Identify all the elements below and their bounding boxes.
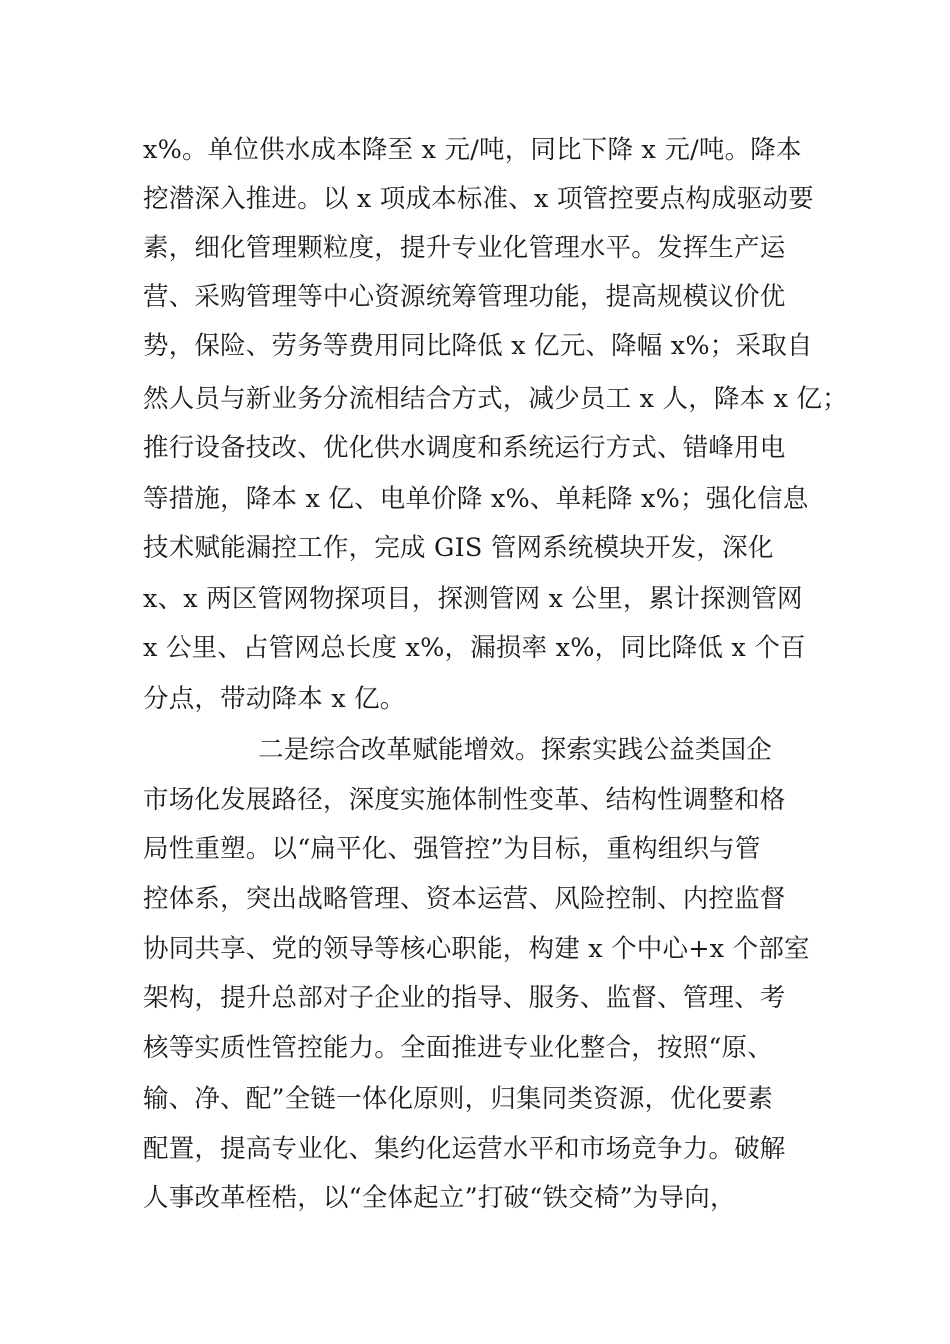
paragraph-1-line-3: 素，细化管理颗粒度，提升专业化管理水平。发挥生产运 bbox=[143, 233, 786, 263]
paragraph-1-line-1: x%。单位供水成本降至 x 元/吨，同比下降 x 元/吨。降本 bbox=[143, 135, 802, 165]
paragraph-1-line-8: 等措施，降本 x 亿、电单价降 x%、单耗降 x%；强化信息 bbox=[143, 484, 809, 514]
paragraph-1-line-11: x 公里、占管网总长度 x%，漏损率 x%，同比降低 x 个百 bbox=[143, 633, 806, 663]
paragraph-1-line-12: 分点，带动降本 x 亿。 bbox=[143, 684, 406, 714]
paragraph-1-line-9: 技术赋能漏控工作，完成 GIS 管网系统模块开发，深化 bbox=[143, 533, 774, 563]
paragraph-2-line-5: 协同共享、党的领导等核心职能，构建 x 个中心+x 个部室 bbox=[143, 934, 810, 964]
paragraph-1-line-7: 推行设备技改、优化供水调度和系统运行方式、错峰用电 bbox=[143, 433, 786, 463]
paragraph-2-line-2: 市场化发展路径，深度实施体制性变革、结构性调整和格 bbox=[143, 785, 786, 815]
paragraph-2-line-7: 核等实质性管控能力。全面推进专业化整合，按照“原、 bbox=[143, 1033, 774, 1063]
paragraph-1-line-6: 然人员与新业务分流相结合方式，减少员工 x 人，降本 x 亿； bbox=[143, 384, 848, 414]
paragraph-2-line-4: 控体系，突出战略管理、资本运营、风险控制、内控监督 bbox=[143, 884, 786, 914]
paragraph-2-line-10: 人事改革桎梏，以“全体起立”打破“铁交椅”为导向， bbox=[143, 1183, 736, 1213]
paragraph-2-line-9: 配置，提高专业化、集约化运营水平和市场竞争力。破解 bbox=[143, 1134, 786, 1164]
paragraph-1-line-10: x、x 两区管网物探项目，探测管网 x 公里，累计探测管网 bbox=[143, 584, 803, 614]
paragraph-2-line-8: 输、净、配”全链一体化原则，归集同类资源，优化要素 bbox=[143, 1084, 774, 1114]
paragraph-1-line-2: 挖潜深入推进。以 x 项成本标准、x 项管控要点构成驱动要 bbox=[143, 184, 814, 214]
paragraph-2-line-1: 二是综合改革赋能增效。探索实践公益类国企 bbox=[258, 735, 773, 765]
paragraph-1-line-5: 势，保险、劳务等费用同比降低 x 亿元、降幅 x%；采取自 bbox=[143, 331, 813, 361]
paragraph-2-line-3: 局性重塑。以“扁平化、强管控”为目标，重构组织与管 bbox=[143, 834, 761, 864]
paragraph-1-line-4: 营、采购管理等中心资源统筹管理功能，提高规模议价优 bbox=[143, 282, 786, 312]
paragraph-2-line-6: 架构，提升总部对子企业的指导、服务、监督、管理、考 bbox=[143, 983, 786, 1013]
